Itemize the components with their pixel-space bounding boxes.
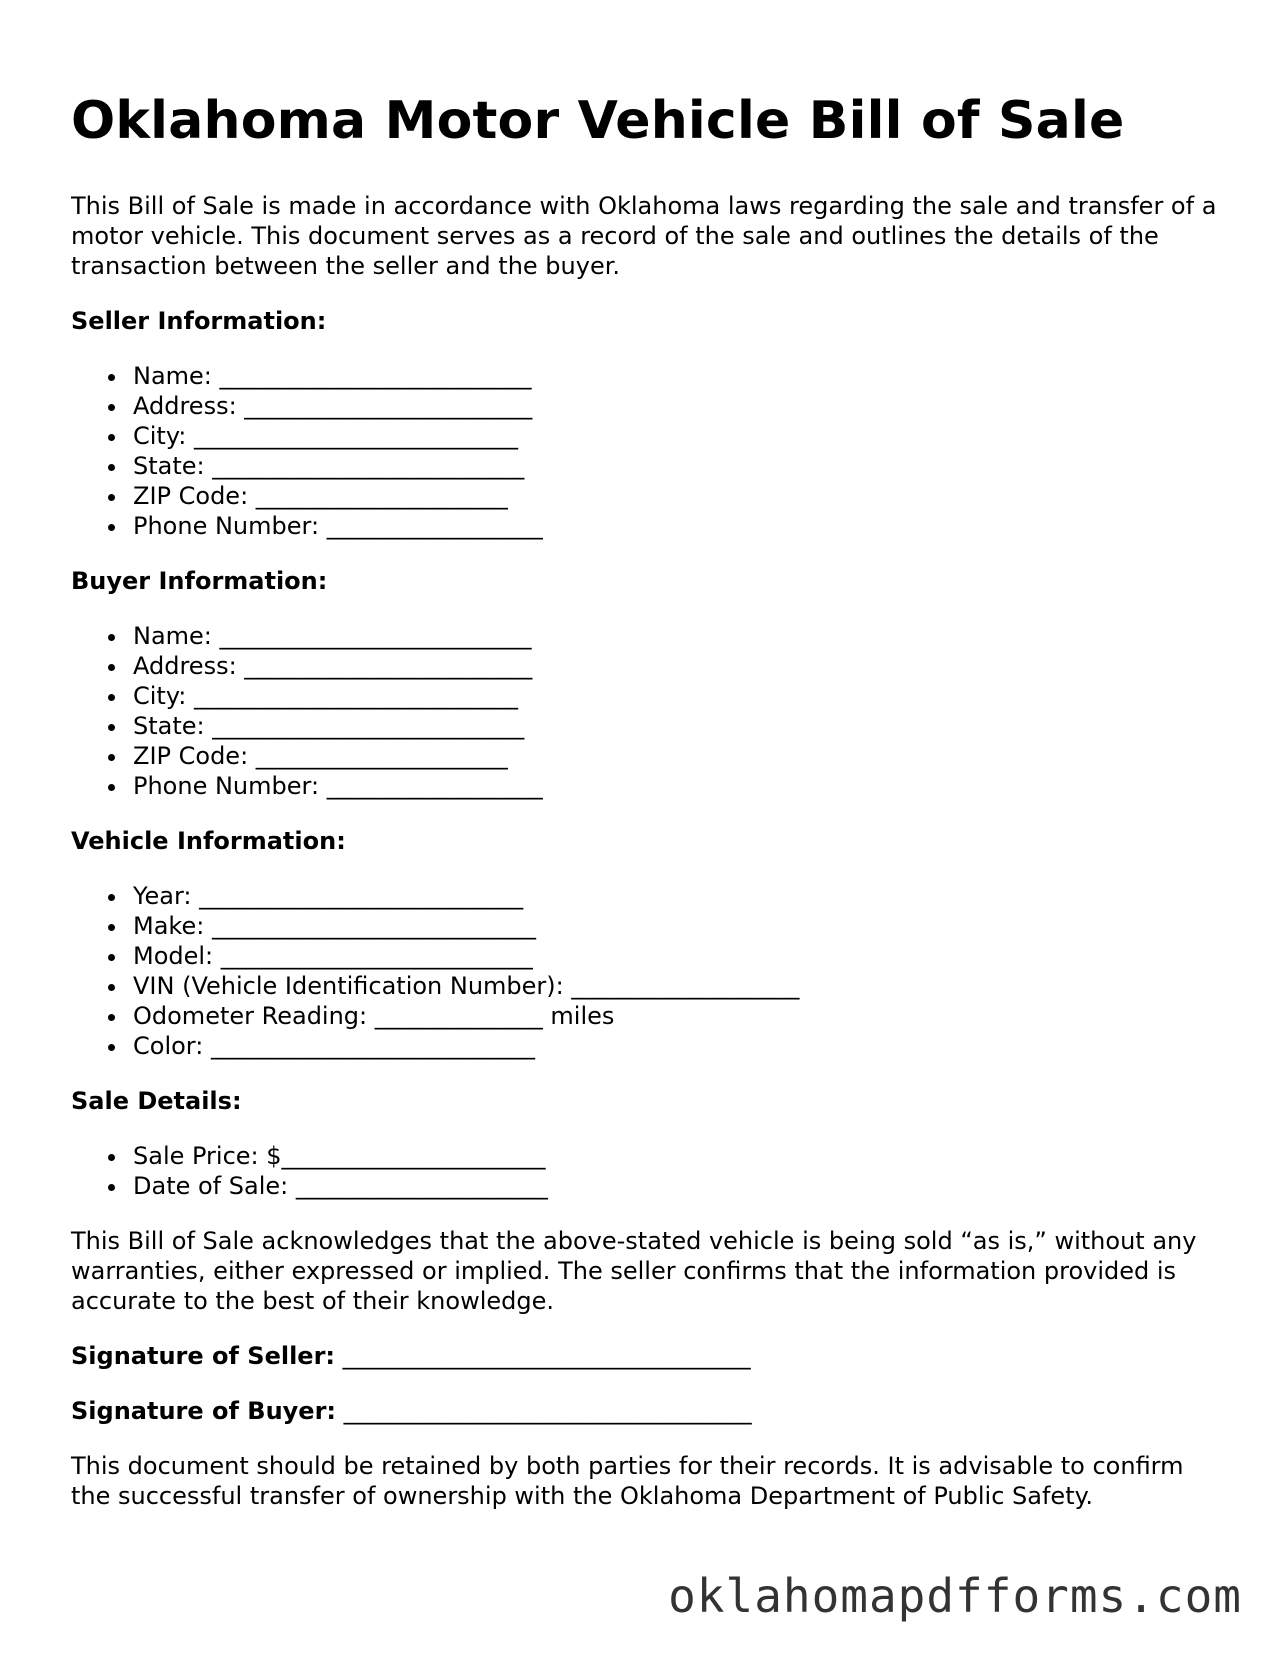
- field-label: City:: [133, 422, 195, 450]
- field-label: Model:: [133, 942, 221, 970]
- field-label: Color:: [133, 1032, 211, 1060]
- field-blank: _____________________: [295, 1172, 548, 1200]
- buyer-city-field: [133, 681, 1221, 711]
- field-blank: ___________________________: [210, 1032, 535, 1060]
- field-blank: __________________________: [212, 712, 525, 740]
- field-label: Address:: [133, 392, 245, 420]
- field-label: City:: [133, 682, 195, 710]
- field-label: ZIP Code:: [133, 482, 256, 510]
- acknowledgment-paragraph: This Bill of Sale acknowledges that the above-stated vehicle is being sold “as is,” without any warranties, either expressed or implied. The seller confirms that the information provided is accurate to the best of their knowledge.: [71, 1227, 1197, 1315]
- field-label: Name:: [133, 362, 220, 390]
- vehicle-odometer-field: [133, 1001, 1221, 1031]
- sale-section-heading: Sale Details:: [71, 1087, 242, 1115]
- field-blank: __________________: [326, 512, 543, 540]
- field-label: Make:: [133, 912, 212, 940]
- seller-city-field: [133, 421, 1221, 451]
- site-watermark: oklahomapdfforms.com: [668, 1569, 1242, 1623]
- buyer-signature-blank: __________________________________: [336, 1397, 752, 1425]
- sale-date-field: [133, 1171, 1221, 1201]
- field-blank: __________________: [326, 772, 543, 800]
- vehicle-model-field: [133, 941, 1221, 971]
- buyer-phone-field: [133, 771, 1221, 801]
- seller-section-heading: Seller Information:: [71, 307, 327, 335]
- field-blank: ______________________: [281, 1142, 546, 1170]
- field-blank: ___________________________: [199, 882, 524, 910]
- buyer-signature-line: [71, 1396, 1221, 1426]
- seller-phone-field: [133, 511, 1221, 541]
- seller-name-field: [133, 361, 1221, 391]
- intro-paragraph: This Bill of Sale is made in accordance with Oklahoma laws regarding the sale and transfer of a motor vehicle. This document serves as a record of the sale and outlines the details of the transaction between the seller and the buyer.: [71, 192, 1217, 280]
- field-label: Odometer Reading:: [133, 1002, 375, 1030]
- vehicle-fields-list: [71, 881, 1221, 1061]
- field-label: Name:: [133, 622, 220, 650]
- field-blank: _____________________: [255, 742, 508, 770]
- field-label: State:: [133, 452, 213, 480]
- field-label: ZIP Code:: [133, 742, 256, 770]
- vehicle-year-field: [133, 881, 1221, 911]
- field-blank: __________________________: [219, 362, 532, 390]
- buyer-zip-field: [133, 741, 1221, 771]
- field-blank: __________________________: [220, 942, 533, 970]
- buyer-signature-label: Signature of Buyer:: [71, 1397, 337, 1425]
- buyer-name-field: [133, 621, 1221, 651]
- field-label: Year:: [133, 882, 200, 910]
- sale-price-field: [133, 1141, 1221, 1171]
- field-blank: ___________________: [571, 972, 800, 1000]
- seller-fields-list: [71, 361, 1221, 541]
- field-label: Phone Number:: [133, 512, 327, 540]
- field-blank: ________________________: [244, 392, 533, 420]
- vehicle-section-heading: Vehicle Information:: [71, 827, 346, 855]
- bill-of-sale-document: [71, 84, 1221, 1511]
- vehicle-make-field: [133, 911, 1221, 941]
- seller-signature-blank: __________________________________: [335, 1342, 751, 1370]
- vehicle-color-field: [133, 1031, 1221, 1061]
- vehicle-vin-field: [133, 971, 1221, 1001]
- field-suffix: miles: [542, 1002, 615, 1030]
- field-label: State:: [133, 712, 213, 740]
- field-blank: __________________________: [219, 622, 532, 650]
- seller-signature-line: [71, 1341, 1221, 1371]
- field-blank: ___________________________: [194, 682, 519, 710]
- seller-address-field: [133, 391, 1221, 421]
- seller-zip-field: [133, 481, 1221, 511]
- page-title: Oklahoma Motor Vehicle Bill of Sale: [71, 91, 1125, 151]
- closing-paragraph: This document should be retained by both parties for their records. It is advisable to confirm the successful transfer of ownership with the Oklahoma Department of Public Safety.: [71, 1452, 1184, 1510]
- field-label: Phone Number:: [133, 772, 327, 800]
- field-label: Address:: [133, 652, 245, 680]
- field-blank: ________________________: [244, 652, 533, 680]
- buyer-fields-list: [71, 621, 1221, 801]
- field-blank: _____________________: [255, 482, 508, 510]
- field-blank: ___________________________: [194, 422, 519, 450]
- field-blank: __________________________: [212, 452, 525, 480]
- buyer-section-heading: Buyer Information:: [71, 567, 328, 595]
- seller-signature-label: Signature of Seller:: [71, 1342, 336, 1370]
- field-label: Date of Sale:: [133, 1172, 296, 1200]
- field-blank: ___________________________: [211, 912, 536, 940]
- buyer-address-field: [133, 651, 1221, 681]
- buyer-state-field: [133, 711, 1221, 741]
- seller-state-field: [133, 451, 1221, 481]
- field-label: VIN (Vehicle Identification Number):: [133, 972, 572, 1000]
- field-blank: ______________: [374, 1002, 543, 1030]
- sale-fields-list: [71, 1141, 1221, 1201]
- field-label: Sale Price: $: [133, 1142, 282, 1170]
